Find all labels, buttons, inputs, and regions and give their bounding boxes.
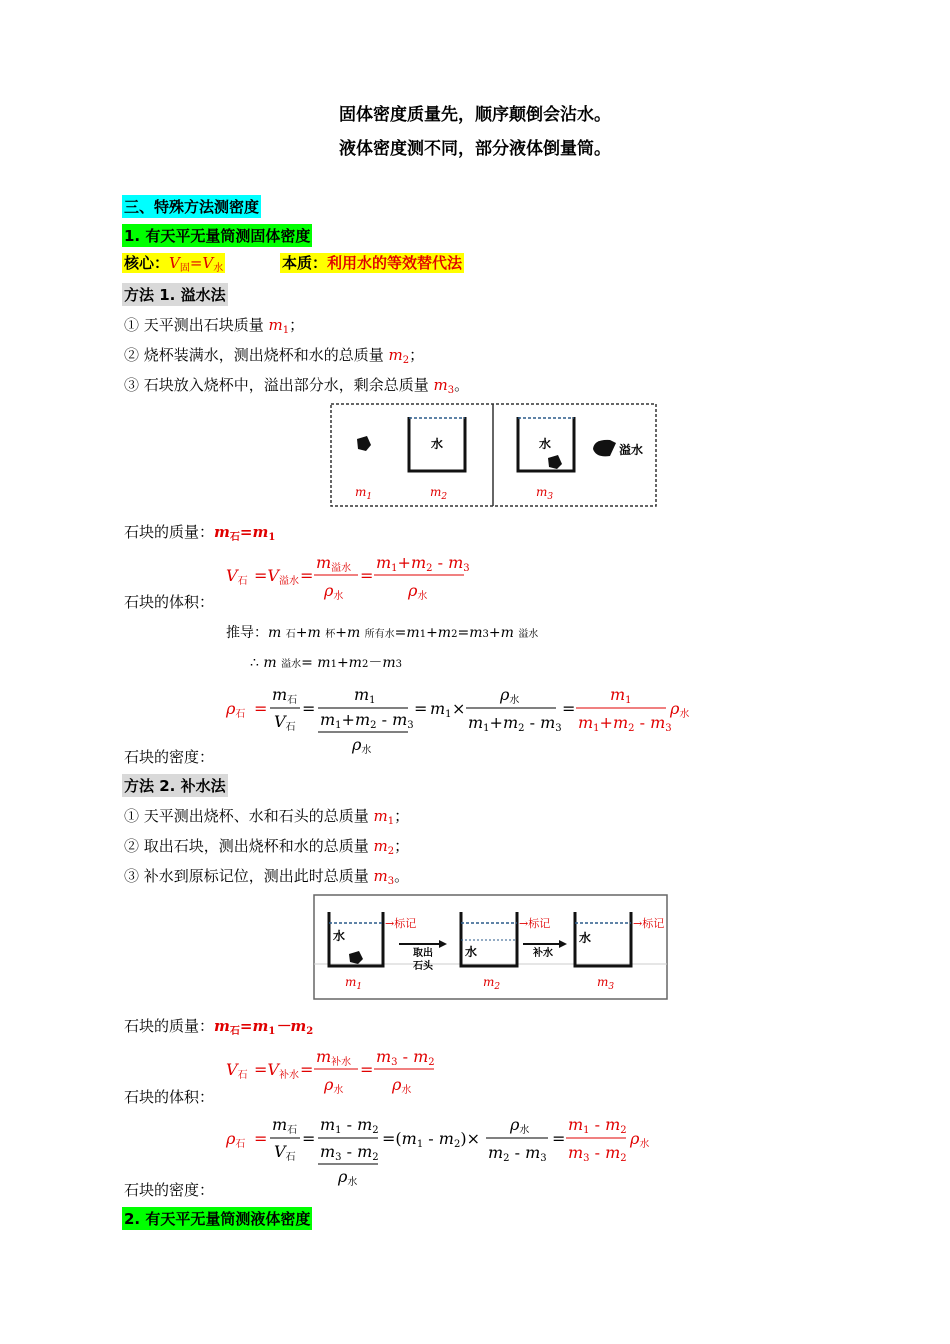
arrow-right-icon (559, 940, 567, 948)
svg-text:=: = (254, 1129, 268, 1148)
svg-text:=: = (254, 699, 268, 718)
method2-density-label: 石块的密度： (124, 1181, 215, 1199)
svg-text:→标记: →标记 (385, 917, 417, 930)
svg-text:m3 - m2: m3 - m2 (568, 1143, 627, 1164)
overflow-method-figure (330, 403, 658, 507)
svg-text:水: 水 (333, 929, 346, 943)
essence-line (280, 252, 464, 273)
svg-text:取出: 取出 (413, 948, 433, 959)
svg-text:V石: V石 (274, 712, 296, 733)
svg-text:ρ水: ρ水 (392, 1075, 412, 1096)
core-line (122, 252, 225, 274)
method1-volume-formula (224, 548, 474, 604)
svg-text:V石: V石 (226, 566, 248, 587)
svg-text:m1+m2 - m3: m1+m2 - m3 (468, 713, 562, 734)
svg-text:水: 水 (430, 437, 444, 451)
svg-text:m溢水: m溢水 (316, 553, 352, 574)
poem-line-1: 固体密度质量先，顺序颠倒会沾水。 (339, 105, 611, 125)
svg-text:ρ水: ρ水 (338, 1167, 358, 1188)
svg-text:m补水: m补水 (316, 1047, 352, 1068)
method2-step-2: ② 取出石块，测出烧杯和水的总质量 $m_2$； (124, 837, 410, 857)
method2-volume-label: 石块的体积： (124, 1088, 215, 1106)
essence-label: 本质：利用水的等效替代法 (282, 254, 463, 272)
core-label: 核心：$V_固=V_水$ (124, 254, 224, 274)
svg-text:m石: m石 (272, 685, 298, 706)
svg-text:ρ水: ρ水 (408, 581, 428, 602)
svg-text:水: 水 (538, 437, 552, 451)
method1-mass: 石块的质量：$m_石=m_1$ (124, 523, 276, 543)
svg-text:×: × (452, 699, 466, 718)
svg-text:m1 - m2: m1 - m2 (320, 1115, 379, 1136)
svg-text:m1+m2 - m3: m1+m2 - m3 (320, 710, 414, 731)
svg-text:ρ水: ρ水 (510, 1115, 530, 1136)
svg-text:m1: m1 (610, 685, 632, 706)
svg-text:=: = (414, 699, 428, 718)
svg-text:ρ水: ρ水 (352, 735, 372, 756)
svg-text:m2 - m3: m2 - m3 (488, 1143, 547, 1164)
svg-text:V石: V石 (274, 1142, 296, 1163)
svg-text:补水: 补水 (533, 948, 553, 959)
svg-text:m3: $m_3$ (597, 975, 615, 992)
svg-text:=: = (562, 699, 576, 718)
svg-text:m1: m1 (354, 685, 376, 706)
svg-text:m1: m1 (430, 699, 452, 720)
stone-icon (357, 436, 371, 451)
svg-text:ρ石: ρ石 (226, 699, 246, 720)
svg-text:m2: $m_2$ (483, 975, 501, 992)
section-title: 三、特殊方法测密度 (122, 195, 261, 218)
svg-text:=: = (300, 1060, 314, 1079)
svg-text:溢水: 溢水 (619, 443, 644, 457)
svg-text:→标记: →标记 (633, 917, 665, 930)
svg-text:=: = (302, 699, 316, 718)
method2-title: 方法 2. 补水法 (122, 774, 228, 797)
subsection-title-1: 1. 有天平无量筒测固体密度 (122, 224, 312, 247)
method2-step-1: ① 天平测出烧杯、水和石头的总质量 $m_1$； (124, 807, 410, 827)
method1-density-formula (224, 680, 704, 760)
svg-text:m1: $m_1$ (345, 975, 363, 992)
svg-text:ρ水: ρ水 (324, 581, 344, 602)
svg-text:=: = (360, 1060, 374, 1079)
svg-text:m石: m石 (272, 1115, 298, 1136)
svg-text:=(m1 - m2)×: =(m1 - m2)× (382, 1129, 480, 1150)
method1-density-label: 石块的密度： (124, 748, 215, 766)
svg-text:=: = (300, 566, 314, 585)
method1-step-2: ② 烧杯装满水，测出烧杯和水的总质量 $m_2$； (124, 346, 425, 366)
water-drop-icon (593, 440, 616, 456)
svg-text:m1 - m2: m1 - m2 (568, 1115, 627, 1136)
svg-text:水: 水 (579, 931, 592, 945)
svg-text:=V补水: =V补水 (254, 1060, 299, 1081)
svg-text:→标记: →标记 (519, 917, 551, 930)
svg-text:水: 水 (465, 945, 478, 959)
stone-icon (349, 951, 363, 964)
svg-text:ρ水: ρ水 (324, 1075, 344, 1096)
svg-text:m3 - m2: m3 - m2 (376, 1047, 435, 1068)
svg-text:V石: V石 (226, 1060, 248, 1081)
method2-density-formula (224, 1110, 664, 1192)
poem-line-2: 液体密度测不同，部分液体倒量筒。 (339, 139, 611, 159)
svg-text:m1+m2 - m3: m1+m2 - m3 (376, 553, 470, 574)
method1-title: 方法 1. 溢水法 (122, 283, 228, 306)
method1-step-1: ① 天平测出石块质量 $m_1$； (124, 316, 305, 336)
arrow-right-icon (439, 940, 447, 948)
svg-text:m3 - m2: m3 - m2 (320, 1142, 379, 1163)
svg-text:石头: 石头 (413, 961, 433, 972)
method1-derivation-1: 推导：m 石+m 杯+m 所有水=m1+m2=m3+m 溢水 (226, 625, 539, 641)
svg-text:ρ石: ρ石 (226, 1129, 246, 1150)
svg-text:m1: $m_1$ (355, 485, 373, 502)
method1-step-3: ③ 石块放入烧杯中，溢出部分水，剩余总质量 $m_3$。 (124, 376, 470, 396)
method2-step-3: ③ 补水到原标记位，测出此时总质量 $m_3$。 (124, 867, 410, 887)
svg-text:m1+m2 - m3: m1+m2 - m3 (578, 713, 672, 734)
svg-text:ρ水: ρ水 (500, 685, 520, 706)
svg-text:=: = (360, 566, 374, 585)
svg-text:=V溢水: =V溢水 (254, 566, 299, 587)
refill-method-figure (313, 894, 669, 1000)
method2-mass: 石块的质量：$m_石=m_1-m_2$ (124, 1017, 314, 1037)
svg-text:ρ水: ρ水 (670, 699, 690, 720)
svg-text:ρ水: ρ水 (630, 1129, 650, 1150)
svg-text:m3: $m_3$ (536, 485, 554, 502)
subsection-title-2: 2. 有天平无量筒测液体密度 (122, 1207, 312, 1230)
stone-in-beaker-icon (548, 455, 562, 469)
svg-text:=: = (302, 1129, 316, 1148)
svg-text:m2: $m_2$ (430, 485, 448, 502)
svg-text:=: = (552, 1129, 566, 1148)
method1-volume-label: 石块的体积： (124, 593, 215, 611)
method1-derivation-2: ∴ m 溢水= m1+m2－m3 (250, 655, 402, 671)
method2-volume-formula (224, 1042, 444, 1098)
